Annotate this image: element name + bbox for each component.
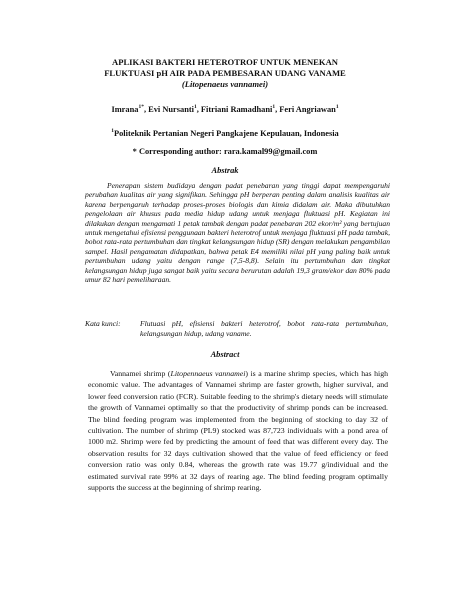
abstrak-body: Penerapan sistem budidaya dengan padat penebaran yang tinggi dapat mempengaruhi perubahan kualitas air yang signifikan. Sehingga pH berperan penting dalam analisis kualitas air karena berpengaruh terhadap proses-proses biologis dan kimia didalam air. Maka dibutuhkan pengelolaan air khusus pada media hidup udang untuk menjaga fluktuasi pH. Kegiatan ini dilakukan dengan mengamati 1 petak tambak dengan padat penebaran 202 ekor/m² yang bertujuan untuk mengetahui efisiensi penggunaan bakteri heterotrof untuk menjaga fluktuasi pH pada tambak, bobot rata-rata pertumbuhan dan tingkat kelangsungan hidup (SR) dengan melakukan pengambilan sampel. Hasil pengamatan didapatkan, bahwa petak E4 memiliki nilai pH yang paling baik untuk pertumbuhan udang yaitu dengan range (7,5-8,8). Selain itu pertumbuhan dan tingkat kelangsungan hidup juga sangat baik yaitu secara berurutan adalah 19,3 gram/ekor dan 80% pada umur 82 hari pemeliharaan. xyxy=(85,181,390,285)
title-line-2: FLUKTUASI pH AIR PADA PEMBESARAN UDANG VANAME xyxy=(104,68,346,78)
author-sup: 1* xyxy=(138,104,144,111)
title-line-3: (Litopenaeus vannamei) xyxy=(181,79,269,89)
paper-title xyxy=(40,57,410,90)
affiliation xyxy=(30,129,420,138)
affiliation-sup: 1 xyxy=(111,128,114,135)
corresponding-author: * Corresponding author: rara.kamal99@gmail.com xyxy=(132,147,318,156)
abstract-text: ) is a marine shrimp species, which has high economic value. The advantages of Vannamei shrimp are faster growth, higher survival, and lower feed conversion ratio (FCR). Suitable feeding to the shrimp's dietary needs will stimulate the growth of Vannamei optimally so that the productivity of shrimp ponds can be increased. The blind feeding program was implemented from the beginning of stocking to day 32 of cultivation. The number of shrimp (PL9) stocked was 87,723 individuals with a pond area of 1000 m2. Shrimp were fed by predicting the amount of feed that was different every day. The observation results for 32 days cultivation showed that the value of feed efficiency or feed conversion ratio was only 0.84, whereas the growth rate was 19.77 g/individual and the estimated survival rate 99% at 32 days of rearing age. The blind feeding program optimally supports the success at the beginning of shrimp rearing. xyxy=(88,369,388,493)
abstract-lead: Vannamei shrimp ( xyxy=(110,369,171,378)
keywords-label: Kata kunci: xyxy=(85,319,121,328)
author-list: Imrana$^{1*}$, Evi Nursanti$^1$, Fitriani Ramadhani$^1$, Feri Angriawan$^1$ xyxy=(111,104,339,114)
author-name: Fitriani Ramadhani xyxy=(200,105,273,114)
author-name: Feri Angriawan xyxy=(279,105,336,114)
abstract-heading: Abstract xyxy=(210,350,240,359)
author-sup: 1 xyxy=(272,104,276,111)
author-sup: 1 xyxy=(335,104,339,111)
abstract-body xyxy=(88,368,388,493)
title-line-1: APLIKASI BAKTERI HETEROTROF UNTUK MENEKAN xyxy=(111,57,338,67)
author-sup: 1 xyxy=(193,104,197,111)
keywords-text: Flutuasi pH, efisiensi bakteri heterotrof, bobot rata-rata pertumbuhan, kelangsungan hidup, udang vaname. xyxy=(140,319,388,338)
abstract-species: Litopennaeus vannamei xyxy=(170,369,246,378)
author-name: Evi Nursanti xyxy=(148,105,194,114)
keywords xyxy=(85,319,390,339)
author-name: Imrana xyxy=(111,105,139,114)
affiliation-text: Politeknik Pertanian Negeri Pangkajene Kepulauan, Indonesia xyxy=(114,129,339,138)
abstrak-heading: Abstrak xyxy=(211,166,239,175)
